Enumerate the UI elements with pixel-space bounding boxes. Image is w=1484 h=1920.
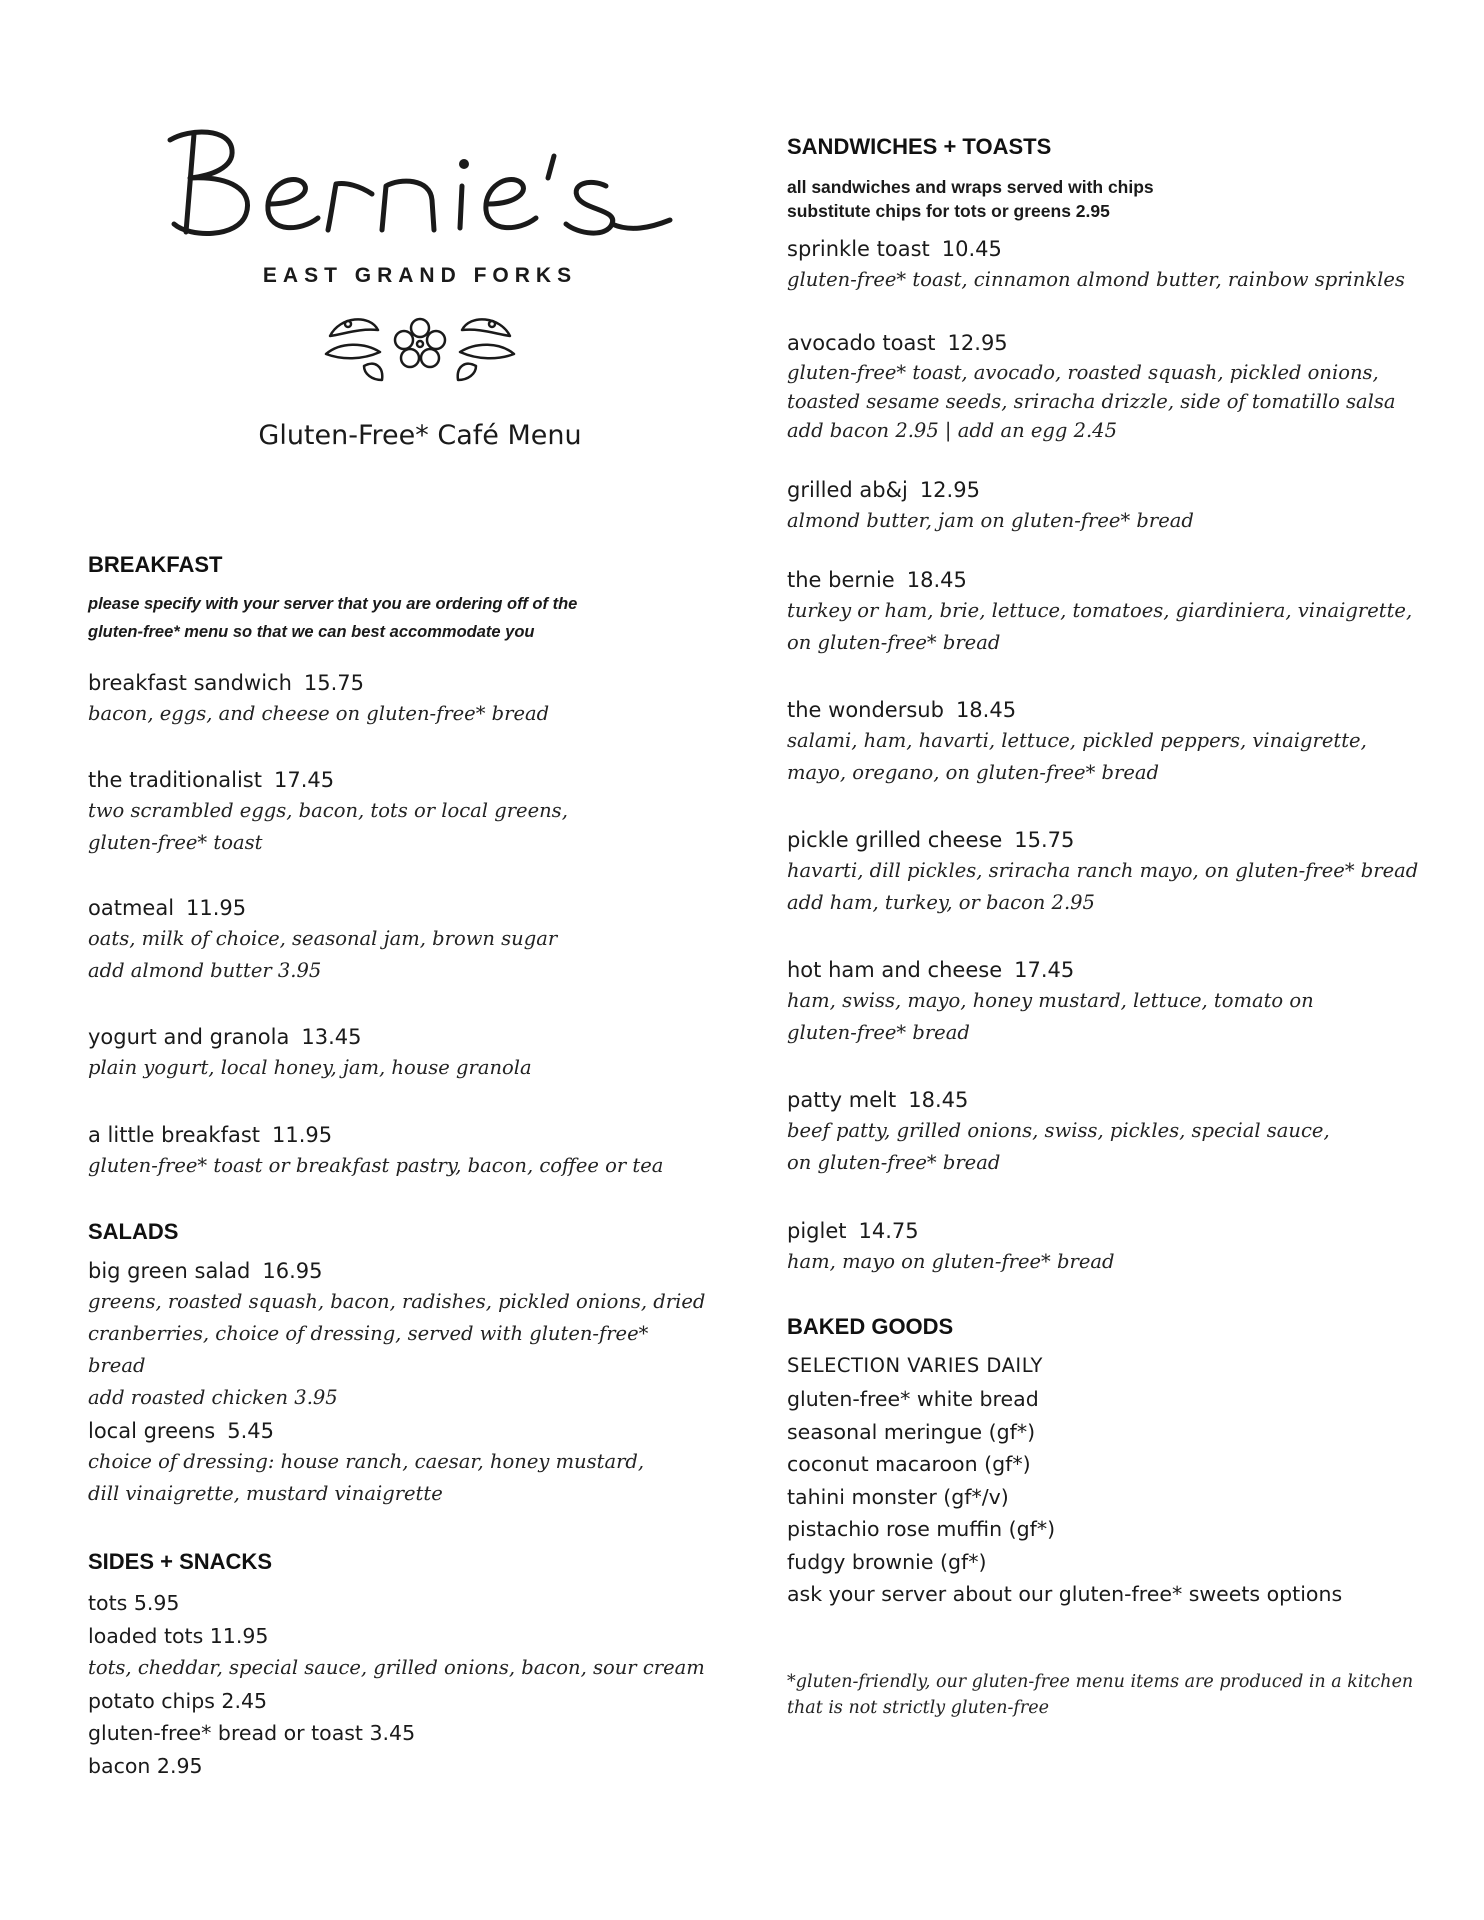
sides-line: bacon 2.95 [88, 1753, 203, 1778]
menu-item-sprinkle-toast [787, 234, 1405, 296]
menu-item-grilled-abj [787, 475, 1194, 537]
menu-item-local-greens [88, 1416, 644, 1510]
menu-item-avocado-toast [787, 328, 1396, 445]
sandwiches-note [787, 175, 1154, 223]
item-price: 15.75 [303, 671, 365, 695]
baked-goods-title: BAKED GOODS [787, 1314, 954, 1339]
item-name: sprinkle toast [787, 237, 930, 261]
item-price: 11.95 [272, 1123, 333, 1147]
item-name: the wondersub [787, 698, 944, 722]
item-addon: add ham, turkey, or bacon 2.95 [787, 891, 1095, 914]
item-name: patty melt [787, 1088, 897, 1112]
baked-item: gluten-free* white bread [787, 1387, 1039, 1411]
item-description: gluten-free* toast, cinnamon almond butter, rainbow sprinkles [787, 268, 1405, 291]
menu-item-the-wondersub [787, 695, 1367, 789]
menu-item-pickle-grilled-cheese [787, 825, 1418, 919]
location-label: EAST GRAND FORKS [262, 264, 578, 287]
item-name: oatmeal [88, 896, 175, 920]
item-description: toasted sesame seeds, sriracha drizzle, side of tomatillo salsa [787, 390, 1396, 413]
sides-line: gluten-free* bread or toast 3.45 [88, 1721, 416, 1745]
item-description: plain yogurt, local honey, jam, house granola [88, 1056, 532, 1079]
baked-item: coconut macaroon (gf*) [787, 1452, 1031, 1476]
item-description: gluten-free* toast [88, 831, 263, 854]
item-name: avocado toast [787, 331, 936, 355]
item-description: gluten-free* toast, avocado, roasted squash, pickled onions, [787, 361, 1379, 384]
sides-list [88, 1587, 705, 1782]
item-description: ham, mayo on gluten-free* bread [787, 1250, 1115, 1273]
item-name: local greens [88, 1419, 216, 1443]
item-description: beef patty, grilled onions, swiss, pickles, special sauce, [787, 1119, 1330, 1142]
item-price: 12.95 [947, 331, 1008, 355]
item-description: bacon, eggs, and cheese on gluten-free* bread [88, 702, 550, 725]
item-name: big green salad [88, 1259, 251, 1283]
item-description: oats, milk of choice, seasonal jam, brown sugar [88, 927, 558, 950]
baked-item: pistachio rose muffin (gf*) [787, 1517, 1056, 1541]
item-addon: add bacon 2.95 | add an egg 2.45 [787, 419, 1117, 442]
footnote-line: *gluten-friendly, our gluten-free menu items are produced in a kitchen [787, 1672, 1414, 1692]
item-name: breakfast sandwich [88, 671, 292, 695]
item-description: gluten-free* toast or breakfast pastry, bacon, coffee or tea [88, 1154, 664, 1177]
gluten-footnote [787, 1669, 1413, 1721]
sandwiches-title: SANDWICHES + TOASTS [787, 134, 1052, 159]
menu-item-the-bernie [787, 565, 1412, 659]
bernies-logo [150, 120, 690, 250]
item-price: 18.45 [906, 568, 967, 592]
item-price: 5.45 [227, 1419, 274, 1443]
item-name: the bernie [787, 568, 895, 592]
menu-item-the-traditionalist [88, 765, 568, 859]
item-price: 15.75 [1014, 828, 1075, 852]
breakfast-note-line: gluten-free* menu so that we can best accommodate you [88, 623, 535, 641]
menu-item-big-green-salad [88, 1256, 708, 1414]
item-description: greens, roasted squash, bacon, radishes, pickled onions, dried [88, 1290, 706, 1313]
item-name: hot ham and cheese [787, 958, 1003, 982]
item-description: two scrambled eggs, bacon, tots or local greens, [88, 799, 568, 822]
item-name: piglet [787, 1219, 847, 1243]
item-description: ham, swiss, mayo, honey mustard, lettuce, tomato on [787, 989, 1314, 1012]
salads-title: SALADS [88, 1219, 179, 1244]
sides-line: potato chips 2.45 [88, 1688, 268, 1713]
sides-line: tots 5.95 [88, 1591, 180, 1615]
footnote-line: that is not strictly gluten-free [787, 1698, 1049, 1718]
menu-title: Gluten-Free* Café Menu [258, 420, 582, 451]
menu-item-oatmeal [88, 893, 557, 987]
sandwiches-note-line: substitute chips for tots or greens 2.95 [787, 201, 1110, 221]
item-price: 10.45 [941, 237, 1002, 261]
item-description: turkey or ham, brie, lettuce, tomatoes, giardiniera, vinaigrette, [787, 599, 1413, 622]
menu-item-a-little-breakfast [88, 1120, 663, 1182]
item-description: cranberries, choice of dressing, served with gluten-free* bread [88, 1322, 649, 1377]
item-name: yogurt and granola [88, 1025, 290, 1049]
menu-item-yogurt-and-granola [88, 1022, 532, 1084]
item-price: 11.95 [186, 896, 247, 920]
item-price: 13.45 [301, 1025, 362, 1049]
baked-item: fudgy brownie (gf*) [787, 1549, 987, 1574]
item-addon: add almond butter 3.95 [88, 959, 322, 982]
breakfast-note-line: please specify with your server that you are ordering off of the [88, 595, 578, 613]
item-price: 18.45 [955, 698, 1017, 722]
item-name: pickle grilled cheese [787, 828, 1003, 852]
item-description: choice of dressing: house ranch, caesar, honey mustard, [88, 1450, 645, 1473]
item-price: 14.75 [858, 1219, 919, 1243]
baked-goods-subtitle: SELECTION VARIES DAILY [787, 1354, 1043, 1377]
sandwiches-note-line: all sandwiches and wraps served with chips [787, 177, 1154, 197]
item-description: dill vinaigrette, mustard vinaigrette [88, 1482, 443, 1505]
item-name: the traditionalist [88, 768, 262, 792]
sides-line: loaded tots 11.95 [88, 1623, 269, 1648]
item-description: gluten-free* bread [787, 1021, 970, 1044]
item-description: on gluten-free* bread [787, 1151, 1001, 1174]
baked-ask-line: ask your server about our gluten-free* sweets options [787, 1582, 1343, 1606]
item-description: almond butter, jam on gluten-free* bread [787, 509, 1194, 532]
baked-item: tahini monster (gf*/v) [787, 1484, 1009, 1509]
item-price: 17.45 [1014, 958, 1075, 982]
item-price: 18.45 [908, 1088, 969, 1112]
breakfast-title: BREAKFAST [88, 552, 223, 577]
item-description: mayo, oregano, on gluten-free* bread [787, 761, 1159, 784]
item-name: grilled ab&j [787, 478, 908, 502]
menu-item-breakfast-sandwich [88, 668, 549, 730]
menu-item-piglet [787, 1216, 1114, 1278]
flower-ornament-icon [320, 306, 520, 386]
item-price: 12.95 [919, 478, 980, 502]
item-name: a little breakfast [88, 1123, 260, 1147]
menu-item-patty-melt [787, 1085, 1330, 1179]
item-description: on gluten-free* bread [787, 631, 1001, 654]
item-description: salami, ham, havarti, lettuce, pickled peppers, vinaigrette, [787, 729, 1367, 752]
baked-goods-list [787, 1354, 1342, 1611]
header [140, 120, 700, 451]
breakfast-note [88, 590, 577, 646]
item-price: 17.45 [273, 768, 335, 792]
baked-item: seasonal meringue (gf*) [787, 1419, 1036, 1444]
sides-description: tots, cheddar, special sauce, grilled onions, bacon, sour cream [88, 1656, 705, 1679]
menu-item-hot-ham-and-cheese [787, 955, 1314, 1049]
item-price: 16.95 [262, 1259, 323, 1283]
sides-title: SIDES + SNACKS [88, 1549, 272, 1574]
item-description: havarti, dill pickles, sriracha ranch mayo, on gluten-free* bread [787, 859, 1419, 882]
item-addon: add roasted chicken 3.95 [88, 1386, 338, 1409]
